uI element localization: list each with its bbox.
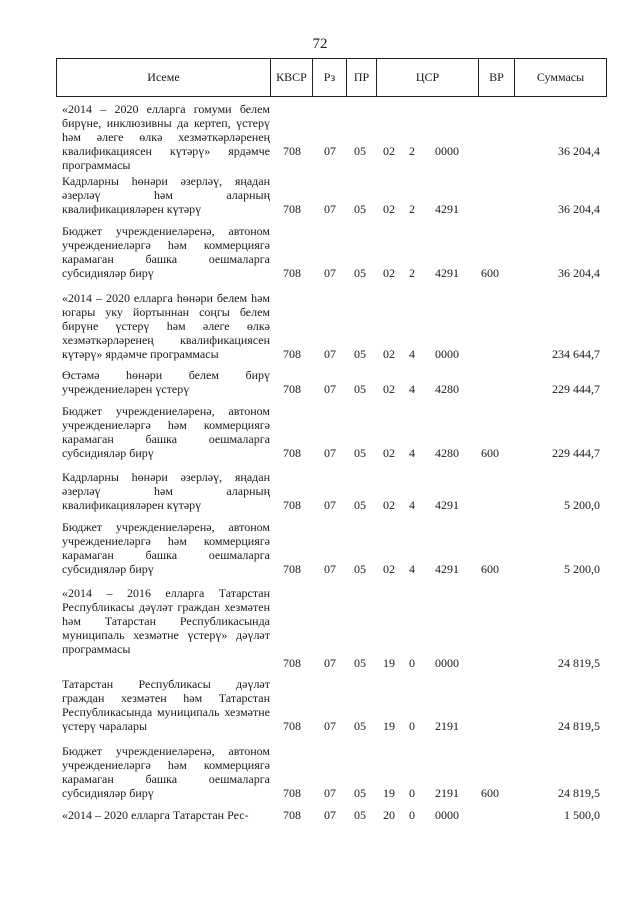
cell-sum: 24 819,5: [558, 719, 600, 733]
cell-kvsr: 708: [283, 656, 301, 670]
header-pr: ПР: [347, 59, 377, 97]
row-name: Бюджет учреждениеләренә, автоном учреждениеләргә һәм коммерциягә карамаган башка оешмаларга субсидияләр бирү: [62, 404, 270, 460]
row-name: Бюджет учреждениеләренә, автоном учреждениеләргә һәм коммерциягә карамаган башка оешмаларга субсидияләр бирү: [62, 744, 270, 800]
cell-csr3: 4291: [435, 498, 459, 512]
table-row: [0, 744, 640, 800]
cell-sum: 234 644,7: [552, 347, 600, 361]
cell-kvsr: 708: [283, 144, 301, 158]
cell-sum: 24 819,5: [558, 656, 600, 670]
cell-csr2: 0: [409, 786, 415, 800]
cell-csr1: 19: [383, 786, 395, 800]
cell-pr: 05: [354, 719, 366, 733]
table-row: [0, 174, 640, 216]
cell-kvsr: 708: [283, 266, 301, 280]
cell-sum: 229 444,7: [552, 382, 600, 396]
table-row: [0, 470, 640, 512]
cell-csr3: 0000: [435, 144, 459, 158]
row-name: Бюджет учреждениеләренә, автоном учреждениеләргә һәм коммерциягә карамаган башка оешмаларга субсидияләр бирү: [62, 224, 270, 280]
cell-kvsr: 708: [283, 498, 301, 512]
table-row: [0, 368, 640, 396]
cell-rz: 07: [324, 144, 336, 158]
cell-csr3: 0000: [435, 347, 459, 361]
cell-csr1: 02: [383, 347, 395, 361]
cell-pr: 05: [354, 562, 366, 576]
cell-pr: 05: [354, 786, 366, 800]
header-kvsr: КВСР: [271, 59, 313, 97]
cell-pr: 05: [354, 498, 366, 512]
cell-sum: 36 204,4: [558, 144, 600, 158]
cell-csr3: 0000: [435, 808, 459, 822]
row-name: «2014 – 2020 елларга гомуми белем бирүне, инклюзивны да кертеп, үстерү һәм әлеге өлкә хезмәткәрләренең квалификациясен күтәрү» ярдәмче программасы: [62, 102, 270, 172]
row-name: Кадрларны һөнәри әзерләү, яңадан әзерләү һәм аларның квалификацияләрен күтәрү: [62, 174, 270, 216]
cell-csr3: 4291: [435, 266, 459, 280]
cell-csr2: 0: [409, 656, 415, 670]
header-rz: Рз: [313, 59, 347, 97]
cell-csr3: 4280: [435, 382, 459, 396]
table-header: [56, 58, 607, 97]
table-row: [0, 808, 640, 822]
cell-csr2: 4: [409, 382, 415, 396]
cell-pr: 05: [354, 382, 366, 396]
cell-vr: 600: [481, 786, 499, 800]
cell-csr2: 4: [409, 347, 415, 361]
page-number: 72: [312, 36, 328, 52]
cell-vr: 600: [481, 562, 499, 576]
cell-pr: 05: [354, 266, 366, 280]
cell-rz: 07: [324, 656, 336, 670]
cell-csr1: 02: [383, 446, 395, 460]
cell-kvsr: 708: [283, 202, 301, 216]
cell-csr2: 0: [409, 808, 415, 822]
cell-csr2: 0: [409, 719, 415, 733]
cell-rz: 07: [324, 808, 336, 822]
cell-sum: 5 200,0: [564, 498, 600, 512]
cell-sum: 229 444,7: [552, 446, 600, 460]
table-row: [0, 224, 640, 280]
cell-csr2: 4: [409, 446, 415, 460]
cell-csr1: 19: [383, 656, 395, 670]
cell-pr: 05: [354, 144, 366, 158]
cell-kvsr: 708: [283, 347, 301, 361]
cell-csr2: 4: [409, 498, 415, 512]
cell-kvsr: 708: [283, 719, 301, 733]
table-row: [0, 520, 640, 576]
row-name: Кадрларны һөнәри әзерләү, яңадан әзерләү һәм аларның квалификацияләрен күтәрү: [62, 470, 270, 512]
cell-sum: 36 204,4: [558, 266, 600, 280]
cell-csr3: 4291: [435, 202, 459, 216]
cell-rz: 07: [324, 202, 336, 216]
cell-csr1: 02: [383, 562, 395, 576]
row-name: Татарстан Республикасы дәүләт граждан хезмәтен һәм Татарстан Республикасында муниципаль хезмәтне үстерү чаралары: [62, 677, 270, 733]
cell-csr3: 2191: [435, 786, 459, 800]
cell-rz: 07: [324, 347, 336, 361]
cell-kvsr: 708: [283, 562, 301, 576]
cell-csr2: 2: [409, 202, 415, 216]
cell-csr3: 0000: [435, 656, 459, 670]
row-name: «2014 – 2016 елларга Татарстан Республикасы дәүләт граждан хезмәтен һәм Татарстан Республикасында муниципаль хезмәтне үстерү» дәүләт программасы: [62, 586, 270, 656]
cell-kvsr: 708: [283, 382, 301, 396]
header-vr: ВР: [479, 59, 515, 97]
cell-rz: 07: [324, 498, 336, 512]
cell-rz: 07: [324, 382, 336, 396]
table-row: [0, 677, 640, 733]
cell-rz: 07: [324, 446, 336, 460]
cell-pr: 05: [354, 446, 366, 460]
cell-pr: 05: [354, 202, 366, 216]
cell-pr: 05: [354, 808, 366, 822]
header-csr: ЦСР: [377, 59, 479, 97]
cell-rz: 07: [324, 266, 336, 280]
cell-sum: 36 204,4: [558, 202, 600, 216]
cell-sum: 1 500,0: [564, 808, 600, 822]
cell-vr: 600: [481, 446, 499, 460]
cell-kvsr: 708: [283, 786, 301, 800]
row-name: Бюджет учреждениеләренә, автоном учреждениеләргә һәм коммерциягә карамаган башка оешмаларга субсидияләр бирү: [62, 520, 270, 576]
cell-rz: 07: [324, 786, 336, 800]
cell-rz: 07: [324, 562, 336, 576]
row-name: Өстәмә һөнәри белем бирү учреждениеләрен үстерү: [62, 368, 270, 396]
cell-csr1: 19: [383, 719, 395, 733]
cell-sum: 5 200,0: [564, 562, 600, 576]
table-row: [0, 102, 640, 172]
row-name: «2014 – 2020 елларга һөнәри белем һәм югары уку йортыннан соңгы белем бирүне үстерү һәм әлеге өлкә хезмәткәрләренең квалификациясен күтәрү» ярдәмче программасы: [62, 291, 270, 361]
cell-csr1: 02: [383, 202, 395, 216]
cell-csr2: 4: [409, 562, 415, 576]
cell-csr2: 2: [409, 144, 415, 158]
cell-csr1: 02: [383, 498, 395, 512]
table-row: [0, 291, 640, 361]
cell-csr3: 4280: [435, 446, 459, 460]
cell-pr: 05: [354, 347, 366, 361]
header-sum: Суммасы: [515, 59, 607, 97]
cell-csr1: 20: [383, 808, 395, 822]
cell-csr1: 02: [383, 382, 395, 396]
table-row: [0, 404, 640, 460]
cell-csr2: 2: [409, 266, 415, 280]
cell-kvsr: 708: [283, 446, 301, 460]
cell-rz: 07: [324, 719, 336, 733]
cell-kvsr: 708: [283, 808, 301, 822]
table-row: [0, 586, 640, 670]
row-name: «2014 – 2020 елларга Татарстан Рес-: [62, 808, 249, 822]
cell-csr1: 02: [383, 144, 395, 158]
cell-sum: 24 819,5: [558, 786, 600, 800]
cell-vr: 600: [481, 266, 499, 280]
cell-pr: 05: [354, 656, 366, 670]
cell-csr1: 02: [383, 266, 395, 280]
cell-csr3: 2191: [435, 719, 459, 733]
cell-csr3: 4291: [435, 562, 459, 576]
header-name: Исеме: [57, 59, 271, 97]
